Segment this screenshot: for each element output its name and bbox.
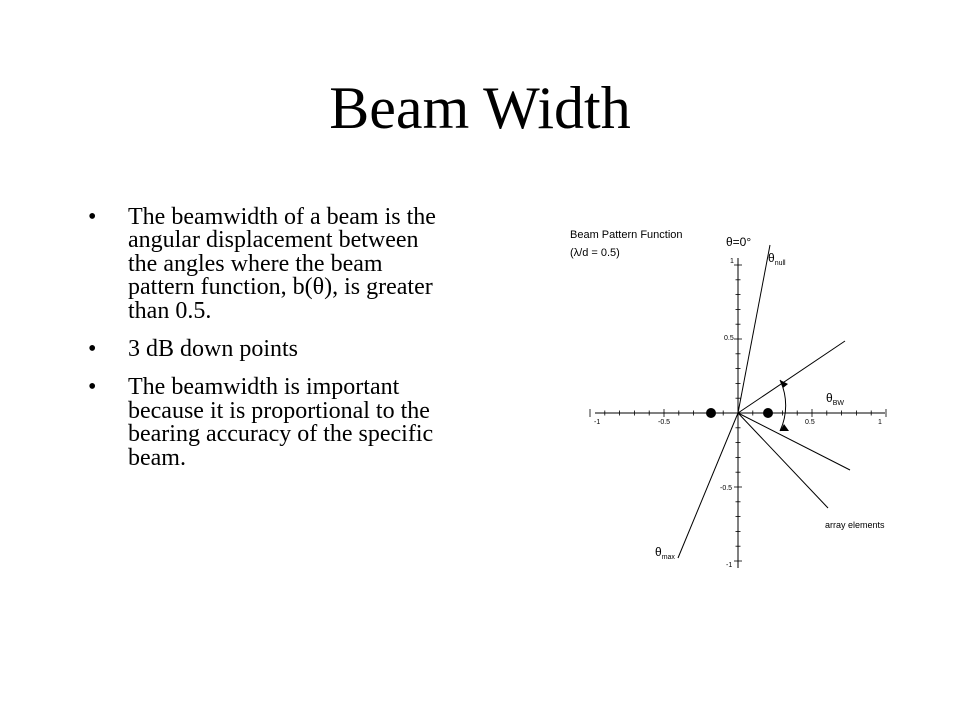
x-tick-label: 0.5 (805, 419, 815, 426)
bullet-marker: • (88, 336, 97, 363)
array-element-dot (706, 408, 716, 418)
array-element-line (738, 413, 850, 470)
beam-pattern-diagram (560, 218, 940, 588)
theta-null-label: $\theta_{null}$ (768, 251, 786, 267)
x-tick-label: 1 (878, 419, 882, 426)
theta-max-label: $\theta_{max}$ (655, 545, 675, 561)
bullet-marker: • (88, 204, 97, 230)
array-elements-label: array elements (825, 520, 885, 530)
x-tick-label: -1 (594, 419, 601, 426)
bullet-item (88, 376, 448, 470)
diagram-title-line1: Beam Pattern Function (570, 229, 683, 241)
bullet-list (88, 206, 448, 485)
x-tick-label: -0.5 (658, 419, 671, 426)
slide-title: Beam Width (329, 75, 631, 141)
y-tick-label: -1 (726, 562, 733, 569)
bullet-item (88, 338, 448, 361)
bullet-text: The beamwidth is important because it is proportional to the bearing accuracy of the specific beam. (128, 374, 434, 471)
beamwidth-arc (780, 380, 786, 431)
y-tick-label: 0.5 (724, 335, 734, 342)
theta-zero-label: θ=0° (726, 235, 752, 249)
theta-bw-label: $\theta_{BW}$ (826, 391, 844, 407)
y-tick-label: -0.5 (720, 485, 733, 492)
array-element-dot (763, 408, 773, 418)
diagram-title-line2: (λ/d = 0.5) (570, 247, 620, 259)
theta-null-line (738, 245, 770, 413)
bullet-item (88, 206, 448, 323)
y-tick-label: 1 (730, 258, 734, 265)
bullet-text: 3 dB down points (128, 336, 299, 363)
bullet-marker: • (88, 374, 97, 401)
bullet-text: The beamwidth of a beam is the angular displacement between the angles where the beam pattern function, b(θ), is greater than 0.5. (128, 204, 436, 324)
